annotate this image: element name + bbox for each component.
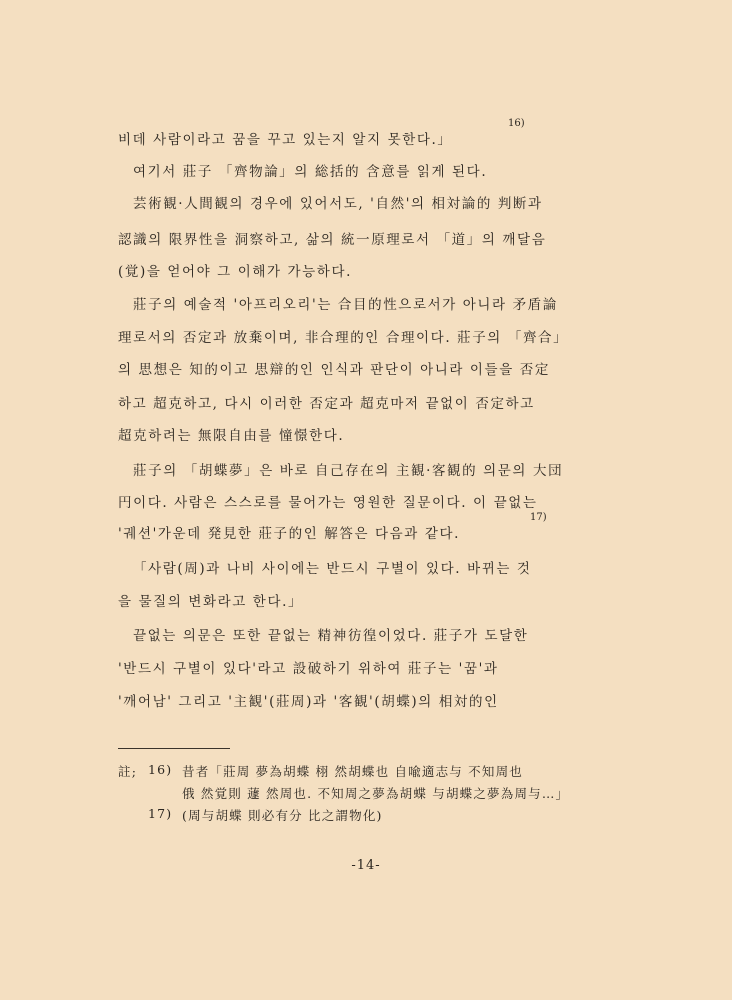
text-line-12: 円이다. 사람은 스스로를 물어가는 영원한 질문이다. 이 끝없는: [118, 495, 538, 511]
footnote-16-number: 16): [148, 762, 173, 777]
text-line-3: 芸術観·人間観의 경우에 있어서도, '自然'의 相対論的 判断과: [133, 196, 543, 212]
footnote-17-number: 17): [148, 806, 173, 821]
footnote-marker-17: 17): [530, 512, 547, 523]
text-line-7: 理로서의 否定과 放棄이며, 非合理的인 合理이다. 莊子의 「齊合」: [118, 330, 569, 346]
text-line-15: 을 물질의 변화라고 한다.」: [118, 594, 304, 610]
text-line-18: '깨어남' 그리고 '主観'(莊周)과 '客観'(胡蝶)의 相対的인: [118, 694, 499, 710]
text-line-4: 認識의 限界性을 洞察하고, 삶의 統一原理로서 「道」의 깨달음: [118, 232, 547, 248]
text-line-8: 의 思想은 知的이고 思辯的인 인식과 판단이 아니라 이들을 否定: [118, 362, 550, 378]
text-line-2: 여기서 莊子 「齊物論」의 総括的 含意를 읽게 된다.: [133, 164, 488, 180]
text-line-1: 비데 사람이라고 꿈을 꾸고 있는지 알지 못한다.」: [118, 132, 453, 148]
footnote-marker-16: 16): [508, 118, 525, 129]
text-line-6: 莊子의 예술적 '아프리오리'는 合目的性으로서가 아니라 矛盾論: [133, 297, 558, 313]
text-line-11: 莊子의 「胡蝶夢」은 바로 自己存在의 主観·客観的 의문의 大団: [133, 463, 564, 479]
footnote-16-line-1: 昔者「莊周 夢為胡蝶 栩 然胡蝶也 自喩適志与 不知周也: [182, 764, 523, 779]
text-line-13: '궤션'가운데 発見한 莊子的인 解答은 다음과 같다.: [118, 526, 461, 542]
text-line-10: 超克하려는 無限自由를 憧憬한다.: [118, 428, 345, 444]
text-line-16: 끝없는 의문은 또한 끝없는 精神彷徨이었다. 莊子가 도달한: [133, 628, 529, 644]
footnote-label: 註;: [118, 764, 138, 779]
text-line-5: (覚)을 얻어야 그 이해가 가능하다.: [118, 264, 352, 280]
text-line-14: 「사람(周)과 나비 사이에는 반드시 구별이 있다. 바뀌는 것: [133, 561, 532, 577]
text-line-9: 하고 超克하고, 다시 이러한 否定과 超克마저 끝없이 否定하고: [118, 396, 535, 412]
page-number: -14-: [351, 858, 381, 873]
footnote-16-line-2: 俄 然覚則 蘧 然周也. 不知周之夢為胡蝶 与胡蝶之夢為周与…」: [182, 786, 570, 801]
footnote-divider: [118, 748, 230, 749]
text-line-17: '반드시 구별이 있다'라고 設破하기 위하여 莊子는 '꿈'과: [118, 661, 499, 677]
footnote-17-line-1: (周与胡蝶 則必有分 比之謂物化): [182, 808, 383, 823]
